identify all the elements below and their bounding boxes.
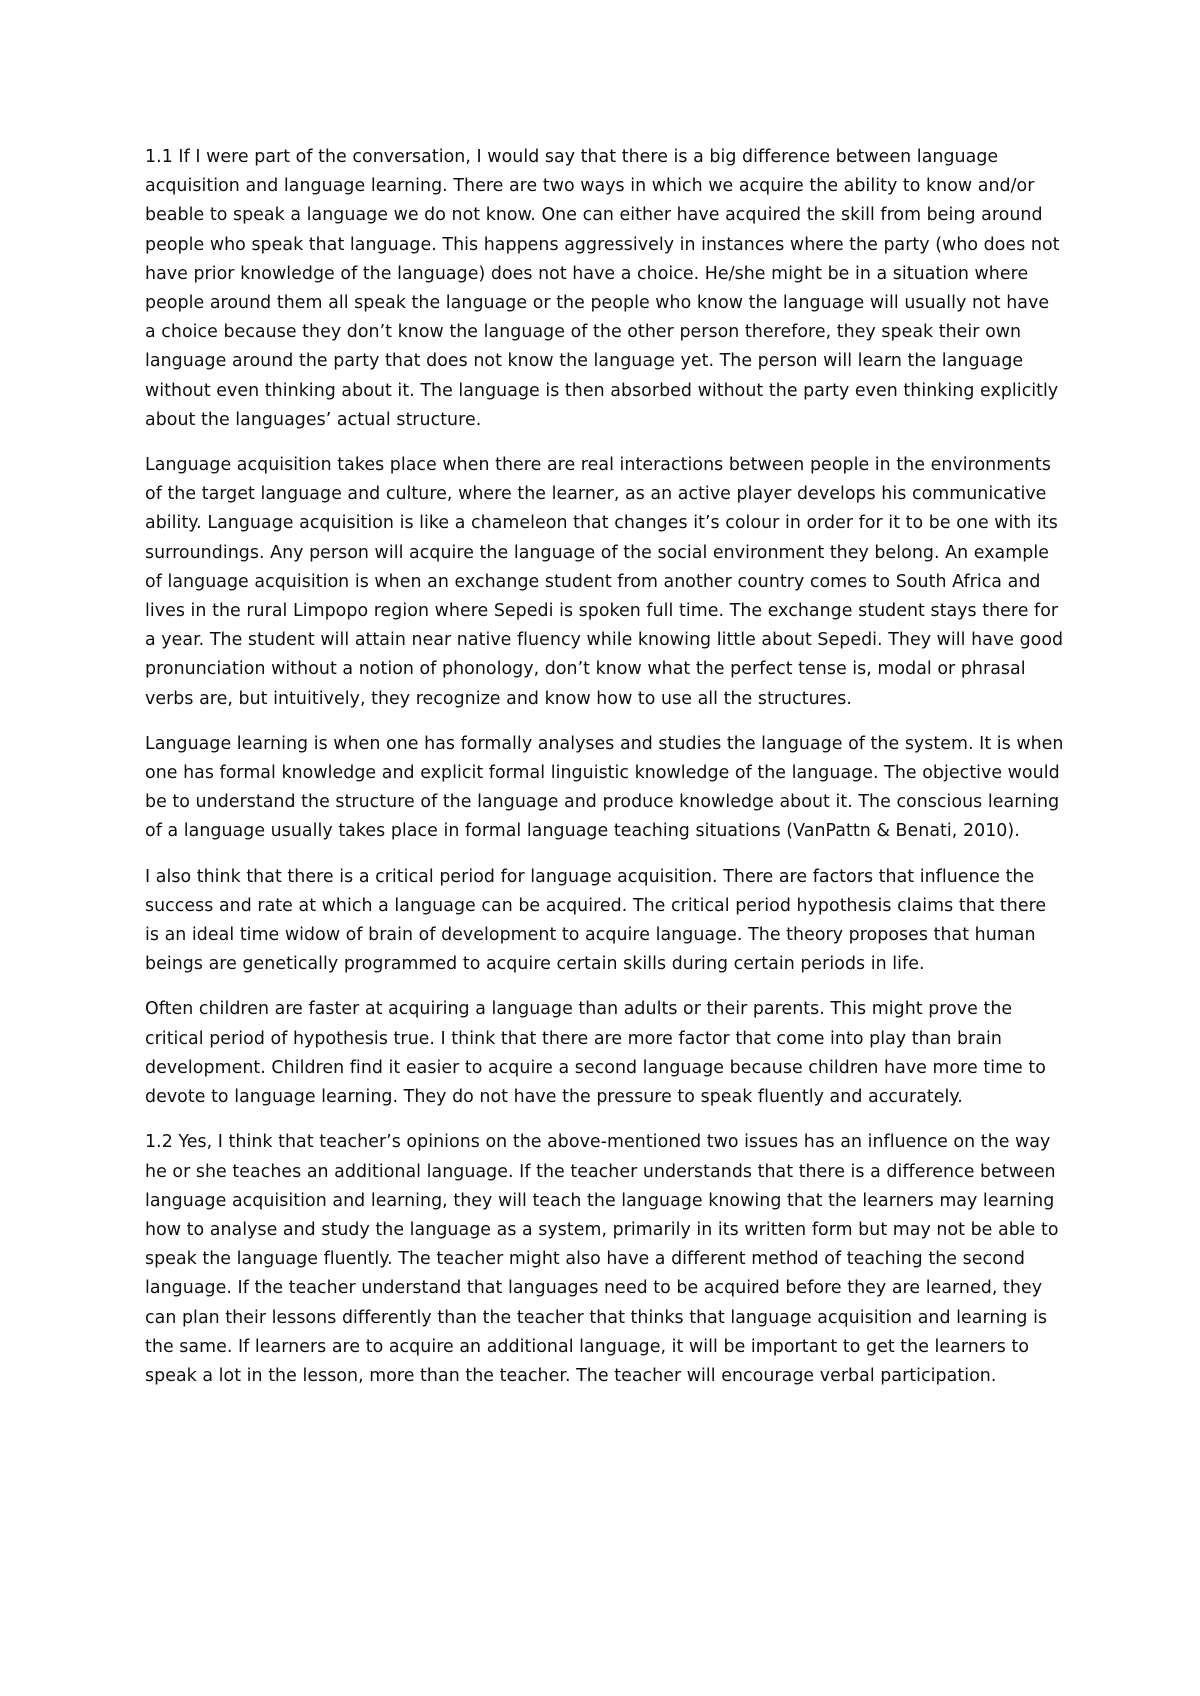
paragraph-language-acquisition: Language acquisition takes place when there are real interactions between people in the environments of the target language and culture, where the learner, as an active player develops his communicative ability. Language acquisition is like a chameleon that changes it’s colour in order for it to be one with its surroundings. Any person will acquire the language of the social environment they belong. An example of language acquisition is when an exchange student from another country comes to South Africa and lives in the rural Limpopo region where Sepedi is spoken full time. The exchange student stays there for a year. The student will attain near native fluency while knowing little about Sepedi. They will have good pronunciation without a notion of phonology, don’t know what the perfect tense is, modal or phrasal verbs are, but intuitively, they recognize and know how to use all the structures. — [145, 455, 1064, 709]
paragraph-language-learning: Language learning is when one has formally analyses and studies the language of the system. It is when one has formal knowledge and explicit formal linguistic knowledge of the language. The objective would be to understand the structure of the language and produce knowledge about it. The conscious learning of a language usually takes place in formal language teaching situations (VanPattn & Benati, 2010). — [145, 733, 1064, 842]
paragraph-critical-period: I also think that there is a critical period for language acquisition. There are factors that influence the success and rate at which a language can be acquired. The critical period hypothesis claims that there is an ideal time widow of brain of development to acquire language. The theory proposes that human beings are genetically programmed to acquire certain skills during certain periods in life. — [145, 866, 1047, 975]
paragraph-1-1-acquisition-vs-learning: 1.1 If I were part of the conversation, I would say that there is a big difference between language acquisition and language learning. There are two ways in which we acquire the ability to know and/or beable to speak a language we do not know. One can either have acquired the skill from being around people who speak that language. This happens aggressively in instances where the party (who does not have prior knowledge of the language) does not have a choice. He/she might be in a situation where people around them all speak the language or the people who know the language will usually not have a choice because they don’t know the language of the other person therefore, they speak their own language around the party that does not know the language yet. The person will learn the language without even thinking about it. The language is then absorbed without the party even thinking explicitly about the languages’ actual structure. — [145, 147, 1060, 430]
paragraph-1-2-teacher-opinions: 1.2 Yes, I think that teacher’s opinions on the above-mentioned two issues has an influence on the way he or she teaches an additional language. If the teacher understands that there is a difference between language acquisition and learning, they will teach the language knowing that the learners may learning how to analyse and study the language as a system, primarily in its written form but may not be able to speak the language fluently. The teacher might also have a different method of teaching the second language. If the teacher understand that languages need to be acquired before they are learned, they can plan their lessons differently than the teacher that thinks that language acquisition and learning is the same. If learners are to acquire an additional language, it will be important to get the learners to speak a lot in the lesson, more than the teacher. The teacher will encourage verbal participation. — [145, 1132, 1059, 1386]
document-body — [145, 143, 1065, 1407]
paragraph-children-acquisition: Often children are faster at acquiring a language than adults or their parents. This might prove the critical period of hypothesis true. I think that there are more factor that come into play than brain development. Children find it easier to acquire a second language because children have more time to devote to language learning. They do not have the pressure to speak fluently and accurately. — [145, 999, 1046, 1108]
